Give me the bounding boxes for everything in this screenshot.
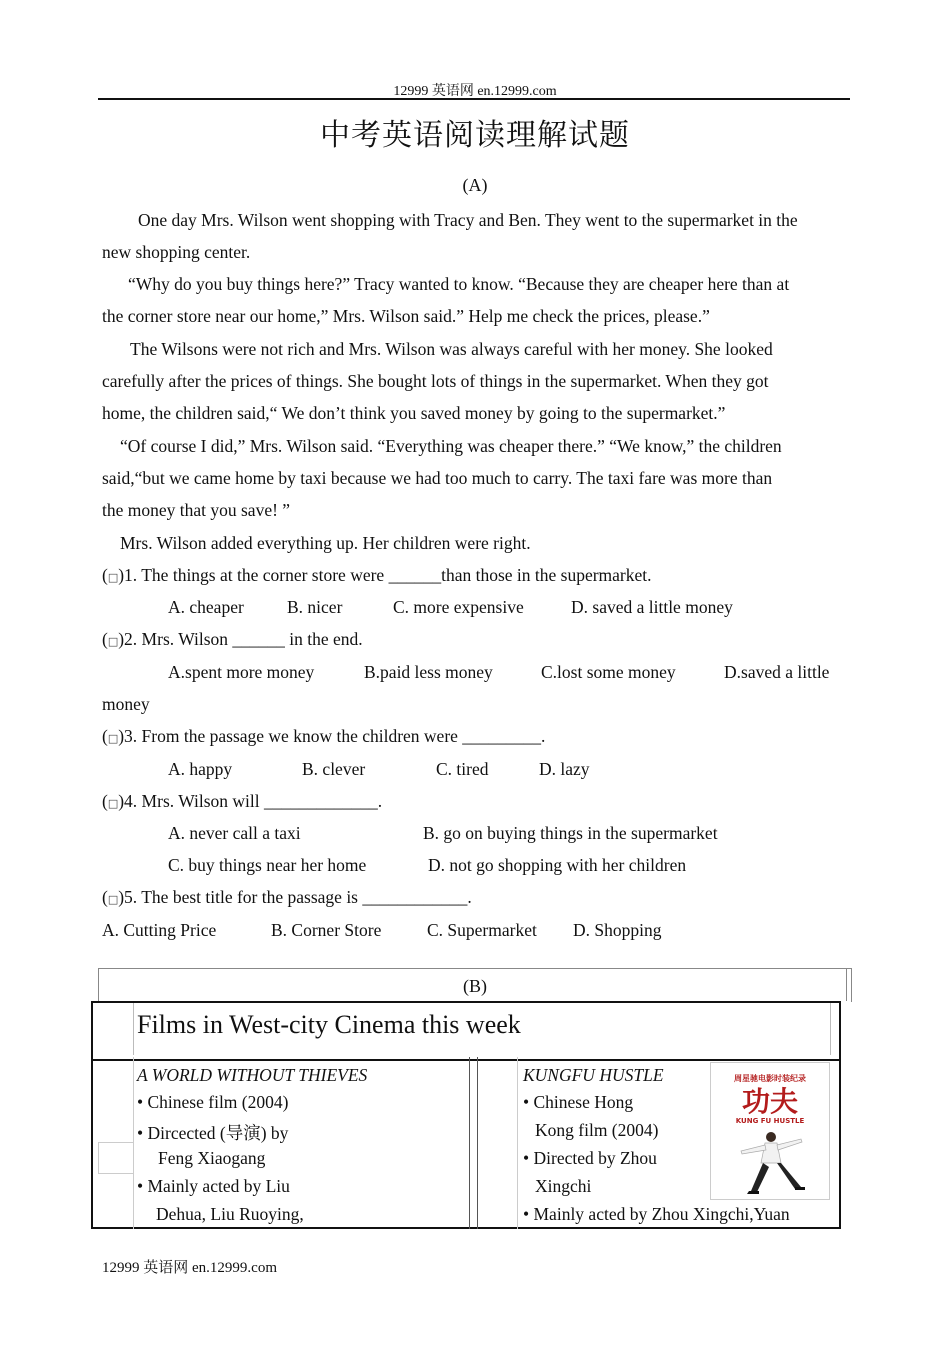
q3-option-b: B. clever [302, 759, 366, 779]
q4-option-b: B. go on buying things in the supermarket [423, 823, 718, 843]
passage-line: Mrs. Wilson added everything up. Her children were right. [120, 533, 531, 553]
film-1-line: Feng Xiaogang [158, 1148, 266, 1168]
q2-option-c: C.lost some money [541, 662, 676, 682]
page-footer: 12999 英语网 en.12999.com [102, 1260, 277, 1276]
q1-option-a: A. cheaper [168, 597, 244, 617]
q2-option-b: B.paid less money [364, 662, 493, 682]
q4-option-a: A. never call a taxi [168, 823, 301, 843]
film-1-line: • Chinese film (2004) [137, 1092, 289, 1112]
q2-option-d-wrap: money [102, 694, 150, 714]
svg-text:功夫: 功夫 [741, 1085, 799, 1118]
q4-option-d: D. not go shopping with her children [428, 855, 687, 875]
page-header: 12999 英语网 en.12999.com [393, 84, 557, 99]
film-2-line: Xingchi [535, 1176, 592, 1196]
film-1-line: • Mainly acted by Liu [137, 1176, 290, 1196]
passage-line: carefully after the prices of things. She bought lots of things in the supermarket. When they got [102, 371, 769, 391]
cell-divider [469, 1057, 470, 1229]
film-2-line: • Mainly acted by Zhou Xingchi,Yuan [523, 1204, 790, 1224]
film-2-line: • Chinese Hong [523, 1092, 634, 1112]
passage-line: new shopping center. [102, 242, 251, 262]
question-1: (□)1. The things at the corner store were ______than those in the supermarket. [102, 565, 652, 585]
q5-option-d: D. Shopping [573, 920, 662, 940]
q3-option-c: C. tired [436, 759, 489, 779]
q5-option-c: C. Supermarket [427, 920, 537, 940]
q1-option-b: B. nicer [287, 597, 343, 617]
section-a-label: (A) [462, 175, 488, 195]
passage-line: The Wilsons were not rich and Mrs. Wilson was always careful with her money. She looked [130, 339, 773, 359]
poster-image [711, 1063, 829, 1199]
film-1-line: • Dircected (导演) by [137, 1123, 289, 1143]
passage-line: “Why do you buy things here?” Tracy wanted to know. “Because they are cheaper here than at [128, 274, 790, 294]
q5-option-b: B. Corner Store [271, 920, 382, 940]
cell-divider [477, 1057, 478, 1229]
film-1-line: Dehua, Liu Ruoying, [156, 1204, 304, 1224]
film-1-title: A WORLD WITHOUT THIEVES [137, 1065, 368, 1085]
passage-line: the corner store near our home,” Mrs. Wilson said.” Help me check the prices, please.” [102, 306, 710, 326]
film-2-line: Kong film (2004) [535, 1120, 659, 1140]
film-2-line: • Directed by Zhou [523, 1148, 657, 1168]
question-4: (□)4. Mrs. Wilson will _____________. [102, 791, 383, 811]
q2-option-d: D.saved a little [724, 662, 830, 682]
cell-fragment [98, 1142, 134, 1174]
passage-line: said,“but we came home by taxi because we had too much to carry. The taxi fare was more than [102, 468, 773, 488]
svg-text:KUNG FU HUSTLE: KUNG FU HUSTLE [735, 1117, 805, 1125]
passage-line: home, the children said,“ We don’t think you saved money by going to the supermarket.” [102, 403, 726, 423]
film-2-title: KUNGFU HUSTLE [523, 1065, 664, 1085]
q1-option-c: C. more expensive [393, 597, 524, 617]
q4-option-c: C. buy things near her home [168, 855, 367, 875]
question-5: (□)5. The best title for the passage is ____________. [102, 887, 472, 907]
kungfu-hustle-poster [710, 1062, 830, 1200]
page-title: 中考英语阅读理解试题 [320, 118, 630, 153]
passage-line: One day Mrs. Wilson went shopping with Tracy and Ben. They went to the supermarket in the [138, 210, 798, 230]
question-3: (□)3. From the passage we know the children were _________. [102, 726, 546, 746]
q5-option-a: A. Cutting Price [102, 920, 217, 940]
q3-option-d: D. lazy [539, 759, 590, 779]
section-b-label: (B) [463, 976, 487, 996]
q2-option-a: A.spent more money [168, 662, 315, 682]
passage-line: “Of course I did,” Mrs. Wilson said. “Everything was cheaper there.” “We know,” the children [120, 436, 782, 456]
header-rule [98, 98, 850, 100]
q3-option-a: A. happy [168, 759, 233, 779]
question-2: (□)2. Mrs. Wilson ______ in the end. [102, 629, 363, 649]
q1-option-d: D. saved a little money [571, 597, 733, 617]
cinema-title: Films in West-city Cinema this week [137, 1010, 521, 1039]
cell-divider [517, 1057, 518, 1229]
svg-text:周星驰电影时装纪录: 周星驰电影时装纪录 [734, 1074, 806, 1083]
passage-line: the money that you save! ” [102, 500, 291, 520]
